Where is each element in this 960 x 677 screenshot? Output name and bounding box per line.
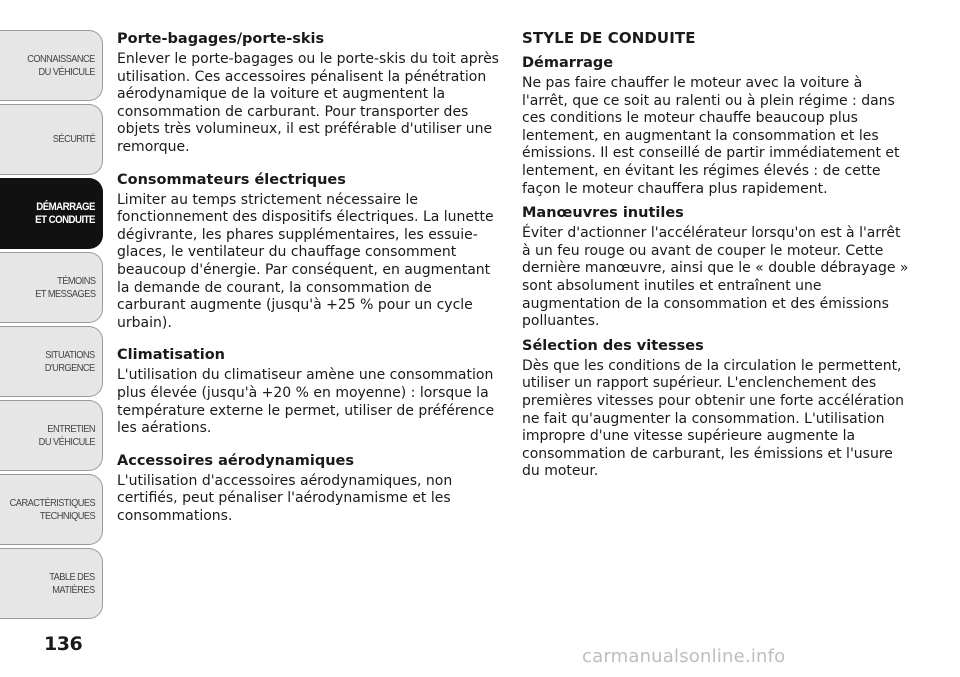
section-heading: Démarrage xyxy=(522,55,614,71)
tab-situations-d-urgence[interactable] xyxy=(0,326,103,397)
section-heading: Consommateurs électriques xyxy=(117,171,346,188)
section-heading: Accessoires aérodynamiques xyxy=(117,452,355,469)
section-heading: Manœuvres inutiles xyxy=(522,205,684,222)
section-body: Limiter au temps strictement nécessaire le fonctionnement des dispositifs électriques. La lunette dégivrante, les phares supplémentaires, les essuie-glaces, le ventilateur du chauffage consomment beaucoup d'énergie. Par conséquent, en augmentant la demande de courant, la consommation de carburant augmente (jusqu'à +25 % pour un cycle urbain). xyxy=(117,191,494,331)
section-body: Enlever le porte-bagages ou le porte-skis du toit après utilisation. Ces accessoires pénalisent la pénétration aérodynamique de la voiture et augmentent la consommation de carburant. Pour transporter des objets très volumineux, il est préférable d'utiliser une remorque. xyxy=(117,51,499,155)
right-column xyxy=(522,28,912,487)
tab-label: SÉCURITÉ xyxy=(52,133,95,145)
tab-label: SITUATIONS D'URGENCE xyxy=(45,348,95,374)
section-body: Ne pas faire chauffer le moteur avec la voiture à l'arrêt, que ce soit au ralenti ou à plein régime : dans ces conditions le moteur chauffe beaucoup plus lentement, en augmentant la consommation et les émissions. Il est conseillé de partir immédiatement et lentement, en évitant les régimes élevés : de cette façon le moteur chauffera plus rapidement. xyxy=(522,75,900,197)
chapter-tabs xyxy=(0,30,103,622)
tab-label: TABLE DES MATIÈRES xyxy=(49,570,95,596)
tab-label: DÉMARRAGE ET CONDUITE xyxy=(35,200,95,226)
section-body: L'utilisation du climatiseur amène une consommation plus élevée (jusqu'à +20 % en moyenne) : lorsque la température externe le permet, utiliser de préférence les aérations. xyxy=(117,367,495,437)
tab-securite[interactable] xyxy=(0,104,103,175)
watermark: carmanualsonline.info xyxy=(582,646,786,667)
section-body: L'utilisation d'accessoires aérodynamiques, non certifiés, peut pénaliser l'aérodynamisme et les consommations. xyxy=(117,472,453,524)
tab-caracteristiques-techniques[interactable] xyxy=(0,474,103,545)
tab-demarrage-et-conduite[interactable] xyxy=(0,178,103,249)
chapter-title: STYLE DE CONDUITE xyxy=(522,29,696,47)
section-heading: Climatisation xyxy=(117,347,225,364)
tab-temoins-et-messages[interactable] xyxy=(0,252,103,323)
section-body: Dès que les conditions de la circulation le permettent, utiliser un rapport supérieur. L'enclenchement des premières vitesses pour obtenir une forte accélération ne fait qu'augmenter la consommation. L'utilisation impropre d'une vitesse supérieure augmente la consommation de carburant, les émissions et l'usure du moteur. xyxy=(522,357,905,480)
tab-label: CARACTÉRISTIQUES TECHNIQUES xyxy=(9,496,95,522)
left-column xyxy=(117,28,499,539)
section-heading: Porte-bagages/porte-skis xyxy=(117,31,325,47)
tab-table-des-matieres[interactable] xyxy=(0,548,103,619)
tab-connaissance-du-vehicule[interactable] xyxy=(0,30,103,101)
page-number: 136 xyxy=(44,633,83,655)
section-heading: Sélection des vitesses xyxy=(522,337,704,354)
section-body: Éviter d'actionner l'accélérateur lorsqu'on est à l'arrêt à un feu rouge ou avant de couper le moteur. Cette dernière manœuvre, ainsi que le « double débrayage » sont absolument inutiles et entraînent une augmentation de la consommation et des émissions polluantes. xyxy=(522,225,909,330)
tab-entretien-du-vehicule[interactable] xyxy=(0,400,103,471)
tab-label: ENTRETIEN DU VÉHICULE xyxy=(38,422,95,448)
tab-label: CONNAISSANCE DU VÉHICULE xyxy=(27,52,95,78)
tab-label: TÉMOINS ET MESSAGES xyxy=(34,274,95,300)
